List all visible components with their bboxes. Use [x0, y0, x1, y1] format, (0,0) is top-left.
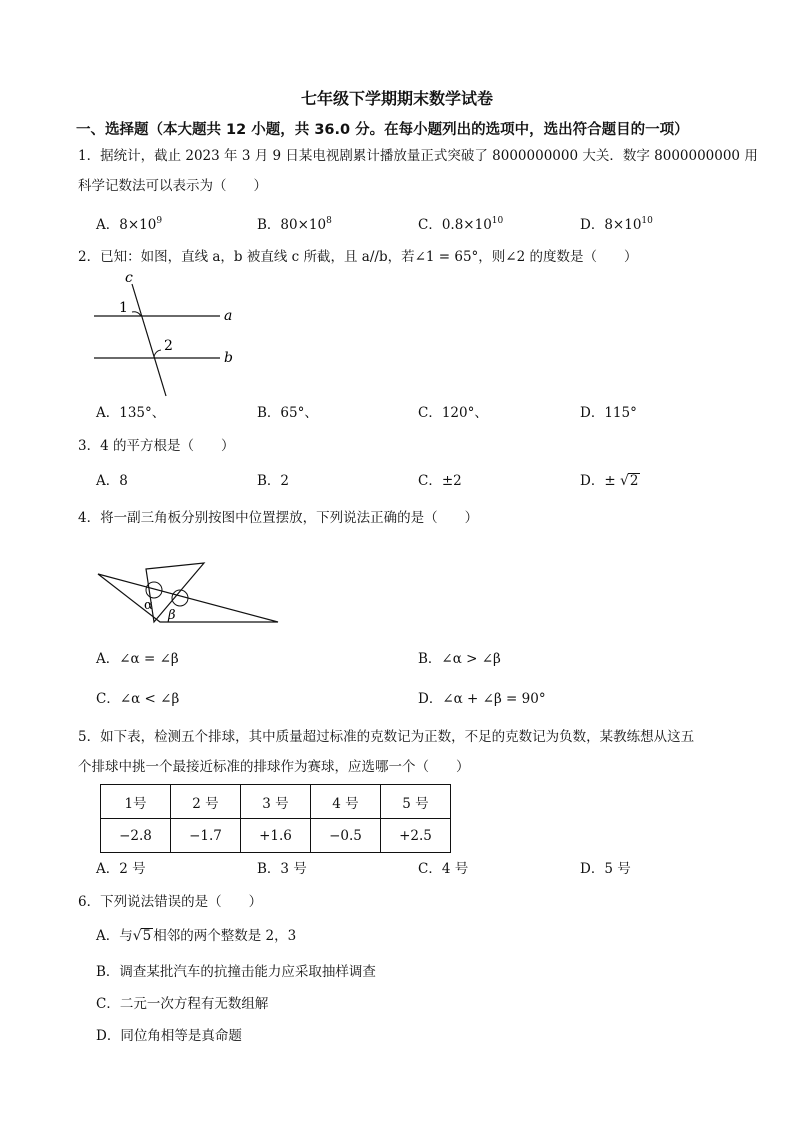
- table-header-cell: 2 号: [171, 785, 241, 819]
- q3-option-d-radicand: 2: [629, 473, 639, 489]
- table-header-cell: 1号: [101, 785, 171, 819]
- exam-title: 七年级下学期期末数学试卷: [300, 89, 493, 108]
- q6-option-a-prefix: A．与: [96, 928, 133, 944]
- q5-option-b[interactable]: B．3 号: [257, 861, 307, 877]
- sqrt-icon: √: [619, 473, 629, 489]
- q2-label-c: c: [125, 270, 133, 286]
- q3-option-c[interactable]: C．±2: [418, 473, 462, 489]
- q2-option-b[interactable]: B．65°、: [257, 405, 318, 421]
- q4-option-b[interactable]: B．∠α > ∠β: [418, 651, 501, 667]
- q4-option-c[interactable]: C．∠α < ∠β: [96, 691, 180, 707]
- q1-option-d-exp: 10: [641, 216, 653, 226]
- table-header-cell: 3 号: [241, 785, 311, 819]
- q6-option-c[interactable]: C．二元一次方程有无数组解: [96, 996, 269, 1012]
- q4-option-a[interactable]: A．∠α = ∠β: [96, 651, 179, 667]
- q6-option-d[interactable]: D．同位角相等是真命题: [96, 1028, 242, 1044]
- table-value-cell: +1.6: [241, 819, 311, 853]
- q4-label-beta: β: [168, 608, 176, 623]
- q1-option-c-exp: 10: [491, 216, 504, 226]
- q6-text: 6．下列说法错误的是（ ）: [78, 894, 263, 910]
- q4-option-d[interactable]: D．∠α + ∠β = 90°: [418, 691, 546, 707]
- q1-option-b-exp: 8: [326, 216, 332, 226]
- table-value-cell: +2.5: [381, 819, 451, 853]
- q6-option-a-suffix: 相邻的两个整数是 2，3: [153, 928, 297, 944]
- table-value-cell: −0.5: [311, 819, 381, 853]
- q2-angle2-arc: [154, 350, 161, 358]
- q2-label-a: a: [224, 308, 233, 324]
- table-header-cell: 5 号: [381, 785, 451, 819]
- table-header-cell: 4 号: [311, 785, 381, 819]
- q3-option-a[interactable]: A．8: [96, 473, 128, 489]
- q5-line1: 5．如下表，检测五个排球，其中质量超过标准的克数记为正数，不足的克数记为负数，某教练想从这五: [78, 729, 695, 745]
- q2-option-d[interactable]: D．115°: [580, 405, 637, 421]
- q3-text: 3．4 的平方根是（ ）: [78, 438, 235, 454]
- table-value-cell: −1.7: [171, 819, 241, 853]
- q1-option-d-text: D．8×10: [580, 217, 642, 233]
- q5-option-c[interactable]: C．4 号: [418, 861, 469, 877]
- q1-option-a-text: A．8×10: [96, 217, 157, 233]
- q5-option-a[interactable]: A．2 号: [96, 861, 146, 877]
- q6-option-a[interactable]: [96, 926, 296, 946]
- q2-angle1-arc: [132, 312, 141, 316]
- section-heading: 一、选择题（本大题共 12 小题，共 36.0 分。在每小题列出的选项中，选出符合题目的一项）: [76, 122, 689, 138]
- q2-label-1: 1: [119, 300, 128, 316]
- q1-option-c-text: C．0.8×10: [418, 217, 492, 233]
- q2-text: 2．已知：如图，直线 a，b 被直线 c 所截，且 a//b，若∠1 = 65°，则∠2 的度数是（ ）: [78, 249, 638, 265]
- q3-option-b[interactable]: B．2: [257, 473, 290, 489]
- q2-option-a[interactable]: A．135°、: [96, 405, 166, 421]
- q2-line-c: [132, 284, 166, 396]
- q2-parallel-lines-figure: [88, 270, 248, 402]
- q5-volleyball-table: [100, 784, 451, 853]
- q1-option-a[interactable]: [96, 211, 162, 235]
- q1-line1: 1．据统计，截止 2023 年 3 月 9 日某电视剧累计播放量正式突破了 8000000000 大关．数字 8000000000 用: [78, 148, 758, 164]
- q2-label-2: 2: [164, 338, 173, 354]
- q6-option-a-radicand: 5: [142, 928, 152, 944]
- q1-option-b-text: B．80×10: [257, 217, 327, 233]
- sqrt-icon: √: [132, 928, 142, 944]
- q5-option-d[interactable]: D．5 号: [580, 861, 631, 877]
- q3-option-d-prefix: D．±: [580, 473, 616, 489]
- q2-label-b: b: [224, 350, 233, 366]
- q6-option-b[interactable]: B．调查某批汽车的抗撞击能力应采取抽样调查: [96, 964, 376, 980]
- q4-triangle-set-figure: [92, 556, 282, 628]
- q2-option-c[interactable]: C．120°、: [418, 405, 488, 421]
- q4-label-alpha: α: [144, 598, 153, 613]
- q1-line2: 科学记数法可以表示为（ ）: [78, 178, 267, 194]
- q4-text: 4．将一副三角板分别按图中位置摆放，下列说法正确的是（ ）: [78, 510, 479, 526]
- table-value-cell: −2.8: [101, 819, 171, 853]
- q1-option-b[interactable]: [257, 211, 332, 235]
- table-row: [101, 785, 451, 819]
- q1-option-c[interactable]: [418, 211, 503, 235]
- table-row: [101, 819, 451, 853]
- q5-line2: 个排球中挑一个最接近标准的排球作为赛球，应选哪一个（ ）: [78, 759, 470, 775]
- q1-option-a-exp: 9: [156, 216, 163, 226]
- q3-option-d[interactable]: [580, 471, 640, 491]
- q1-option-d[interactable]: [580, 211, 653, 235]
